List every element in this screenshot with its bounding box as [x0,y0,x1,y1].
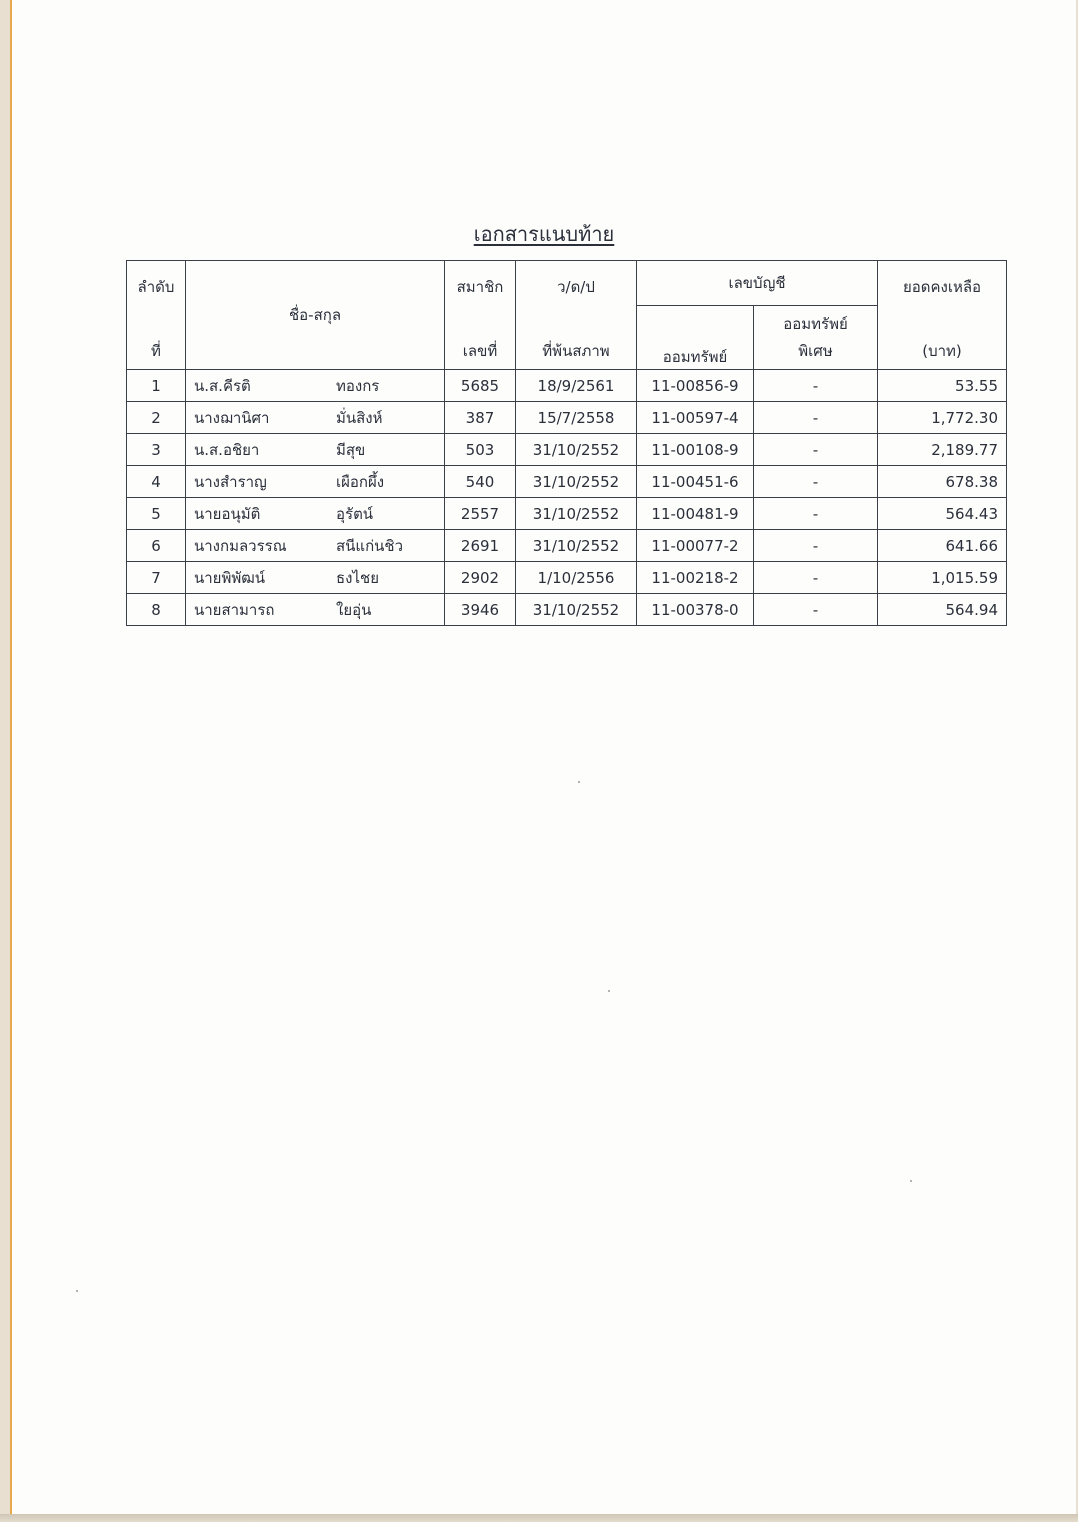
cell-special: - [754,370,878,402]
cell-no: 3 [127,434,186,466]
header-order-bottom: ที่ [151,342,161,360]
cell-savings: 11-00077-2 [637,530,754,562]
header-member [445,261,516,370]
header-account: เลขบัญชี [637,261,878,306]
document-title: เอกสารแนบท้าย [473,222,615,246]
table-row [127,466,1007,498]
paper-speck [76,1290,78,1292]
cell-first-name: นางสำราญ [194,472,267,491]
header-member-bottom: เลขที่ [462,342,498,360]
cell-name [186,434,445,466]
header-date-top: ว/ด/ป [557,278,595,296]
cell-member: 540 [445,466,516,498]
cell-first-name: นางฌานิศา [194,408,270,427]
cell-first-name: นายสามารถ [194,600,275,619]
cell-last-name: อุรัตน์ [336,504,374,523]
table-row [127,402,1007,434]
page-bottom-edge [0,1514,1078,1522]
cell-date: 15/7/2558 [516,402,637,434]
cell-no: 5 [127,498,186,530]
cell-member: 3946 [445,594,516,626]
cell-date: 31/10/2552 [516,466,637,498]
cell-no: 4 [127,466,186,498]
cell-name [186,562,445,594]
cell-member: 387 [445,402,516,434]
cell-special: - [754,562,878,594]
cell-member: 5685 [445,370,516,402]
cell-date: 31/10/2552 [516,434,637,466]
cell-member: 2557 [445,498,516,530]
cell-date: 18/9/2561 [516,370,637,402]
cell-balance: 2,189.77 [878,434,1007,466]
cell-balance: 564.94 [878,594,1007,626]
paper-speck [910,1180,912,1182]
cell-balance: 678.38 [878,466,1007,498]
header-balance-bottom: (บาท) [922,342,962,360]
header-name: ชื่อ-สกุล [186,261,445,370]
header-special [754,306,878,370]
table-row [127,594,1007,626]
cell-balance: 1,772.30 [878,402,1007,434]
cell-special: - [754,530,878,562]
cell-member: 2902 [445,562,516,594]
header-savings: ออมทรัพย์ [637,306,754,370]
cell-savings: 11-00597-4 [637,402,754,434]
cell-first-name: นางกมลวรรณ [194,536,287,555]
cell-first-name: น.ส.อชิยา [194,440,260,459]
cell-first-name: น.ส.คีรติ [194,376,251,395]
table-row [127,434,1007,466]
cell-savings: 11-00856-9 [637,370,754,402]
cell-last-name: ใยอุ่น [336,600,372,619]
cell-date: 31/10/2552 [516,498,637,530]
table-row [127,498,1007,530]
cell-special: - [754,402,878,434]
members-table [126,260,1007,626]
cell-no: 1 [127,370,186,402]
cell-special: - [754,498,878,530]
paper-speck [608,990,610,992]
cell-last-name: ทองกร [336,376,380,395]
table-row [127,370,1007,402]
cell-last-name: สนีแก่นชิว [336,536,404,555]
header-order-top: ลำดับ [137,278,175,296]
cell-member: 503 [445,434,516,466]
header-date-bottom: ที่พ้นสภาพ [542,342,610,360]
cell-special: - [754,594,878,626]
cell-first-name: นายอนุมัติ [194,504,261,523]
cell-balance: 1,015.59 [878,562,1007,594]
document-page [10,0,1076,1514]
cell-special: - [754,466,878,498]
cell-date: 1/10/2556 [516,562,637,594]
cell-last-name: ธงไชย [336,568,379,587]
cell-no: 8 [127,594,186,626]
header-special-top: ออมทรัพย์ [783,315,848,333]
cell-name [186,466,445,498]
cell-name [186,594,445,626]
cell-last-name: มีสุข [336,440,366,459]
table-row [127,530,1007,562]
header-row-1 [127,261,1007,306]
cell-name [186,402,445,434]
cell-last-name: มั่นสิงห์ [336,408,383,427]
cell-first-name: นายพิพัฒน์ [194,568,266,587]
header-order [127,261,186,370]
table-row [127,562,1007,594]
table-body [127,370,1007,626]
header-balance-top: ยอดคงเหลือ [902,278,982,296]
cell-date: 31/10/2552 [516,530,637,562]
cell-last-name: เผือกผึ้ง [336,472,385,491]
cell-name [186,530,445,562]
cell-member: 2691 [445,530,516,562]
header-member-top: สมาชิก [456,278,504,296]
cell-balance: 564.43 [878,498,1007,530]
cell-savings: 11-00481-9 [637,498,754,530]
header-balance [878,261,1007,370]
cell-balance: 53.55 [878,370,1007,402]
header-date [516,261,637,370]
paper-speck [578,781,580,783]
cell-name [186,370,445,402]
cell-balance: 641.66 [878,530,1007,562]
cell-no: 7 [127,562,186,594]
cell-savings: 11-00218-2 [637,562,754,594]
header-special-bottom: พิเศษ [798,342,833,360]
cell-name [186,498,445,530]
cell-special: - [754,434,878,466]
cell-savings: 11-00378-0 [637,594,754,626]
cell-savings: 11-00451-6 [637,466,754,498]
cell-no: 6 [127,530,186,562]
cell-date: 31/10/2552 [516,594,637,626]
cell-no: 2 [127,402,186,434]
cell-savings: 11-00108-9 [637,434,754,466]
